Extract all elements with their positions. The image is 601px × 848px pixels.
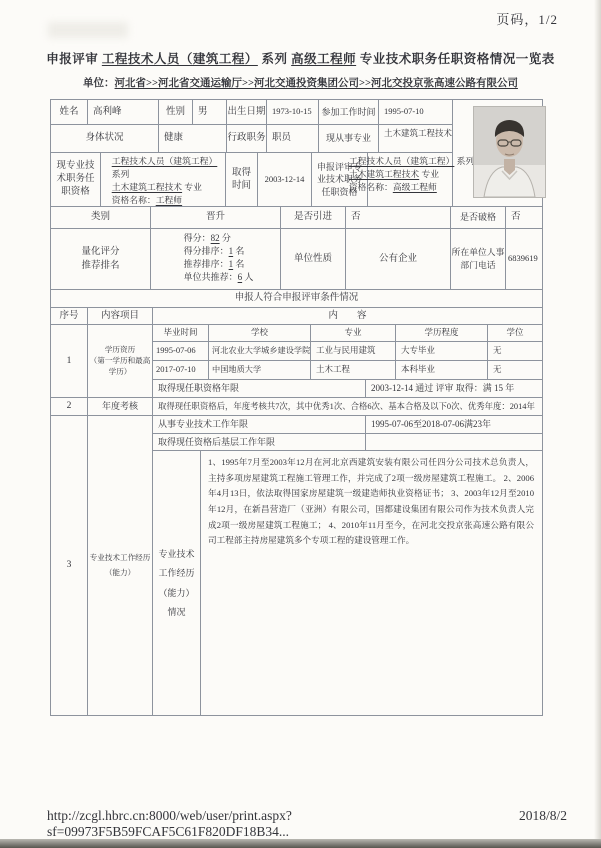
category-value: 晋升 bbox=[151, 207, 281, 229]
footer-url-text: http://zcgl.hbrc.cn:8000/web/user/print.aspx?sf=09973F5B59FCAF5C61F820DF18B34... bbox=[47, 808, 292, 839]
unit-label: 单位： bbox=[83, 78, 115, 89]
applicant-photo bbox=[474, 107, 545, 197]
scan-smudge bbox=[48, 22, 128, 38]
edu-row1-degree: 无 bbox=[488, 342, 543, 361]
edu-row1-school: 河北农业大学城乡建设学院 bbox=[209, 342, 311, 361]
unit-nature-label: 单位性质 bbox=[281, 229, 346, 290]
base-years-value bbox=[366, 434, 543, 451]
edu-header-degree: 学位 bbox=[488, 325, 543, 342]
sec2-no: 2 bbox=[51, 398, 88, 416]
admin-post-label: 行政职务 bbox=[227, 125, 267, 153]
edu-row1-major: 工业与民用建筑 bbox=[311, 342, 396, 361]
hr-phone-label: 所在单位人事 部门电话 bbox=[451, 229, 506, 290]
item-header: 内容项目 bbox=[88, 308, 153, 325]
form-title-suffix: 专业技术职务任职资格情况一览表 bbox=[356, 52, 555, 66]
footer bbox=[47, 808, 567, 840]
edu-row2-time: 2017-07-10 bbox=[153, 361, 209, 380]
category-label: 类别 bbox=[51, 207, 151, 229]
sec3-no: 3 bbox=[51, 416, 88, 716]
unit-path: 河北省>>河北省交通运输厅>>河北交通投资集团公司>>河北交投京张高速公路有限公司 bbox=[114, 78, 518, 89]
form-title-mid: 系列 bbox=[257, 52, 292, 66]
score-order: 得分排序：1 名 bbox=[183, 246, 245, 257]
current-qualification-cell bbox=[101, 153, 226, 207]
sec1-item: 学历资历 （第一学历和最高 学历） bbox=[88, 325, 153, 398]
edu-row2-major: 土木工程 bbox=[311, 361, 396, 380]
edu-row2-degree: 无 bbox=[488, 361, 543, 380]
edu-header-school: 学校 bbox=[209, 325, 311, 342]
score-rank-label: 量化评分 推荐排名 bbox=[51, 229, 151, 290]
qual-years-label: 取得现任职资格年限 bbox=[153, 380, 366, 398]
apply-name: 资格名称：高级工程师 bbox=[348, 181, 437, 192]
work-years-value: 1995-07-06至2018-07-06满23年 bbox=[366, 416, 543, 434]
join-date-value: 1995-07-10 bbox=[379, 100, 453, 125]
profession-label: 现从事专业 bbox=[319, 125, 379, 153]
edu-row2-level: 本科毕业 bbox=[396, 361, 488, 380]
form-title-rank: 高级工程师 bbox=[291, 52, 357, 66]
hr-phone-value: 6839619 bbox=[506, 229, 543, 290]
health-label: 身体状况 bbox=[51, 125, 159, 153]
sec2-item: 年度考核 bbox=[88, 398, 153, 416]
form-title bbox=[0, 49, 601, 67]
page-number: 页码，1/2 bbox=[496, 12, 558, 27]
gender-value: 男 bbox=[193, 100, 227, 125]
health-value: 健康 bbox=[159, 125, 227, 153]
apply-major: 土木建筑工程技术 专业 bbox=[348, 168, 439, 179]
scan-edge-bottom bbox=[0, 839, 601, 848]
apply-qualification-label: 申报评审专业技术职务任职资格 bbox=[312, 153, 368, 207]
score-rank-cell bbox=[151, 229, 281, 290]
apply-series: 工程技术人员（建筑工程） 系列 bbox=[348, 156, 475, 166]
apply-qualification-cell bbox=[348, 153, 475, 207]
current-series: 工程技术人员（建筑工程） bbox=[111, 156, 218, 166]
admin-post-value: 职员 bbox=[267, 125, 319, 153]
birth-label: 出生日期 bbox=[227, 100, 267, 125]
unit-nature-value: 公有企业 bbox=[346, 229, 451, 290]
scan-edge-right bbox=[594, 0, 601, 848]
current-name: 资格名称：工程师 bbox=[111, 194, 183, 205]
no-header: 序号 bbox=[51, 308, 88, 325]
gender-label: 性别 bbox=[159, 100, 193, 125]
edu-row2-school: 中国地质大学 bbox=[209, 361, 311, 380]
name-label: 姓名 bbox=[51, 100, 88, 125]
form-table bbox=[50, 99, 543, 716]
current-series-suffix: 系列 bbox=[111, 168, 130, 179]
sec3-item: 专业技术工作经历 （能力） bbox=[88, 416, 153, 716]
current-major: 土木建筑工程技术 专业 bbox=[111, 181, 202, 192]
edu-header-time: 毕业时间 bbox=[153, 325, 209, 342]
score-value: 得分：82 分 bbox=[183, 233, 231, 243]
conditions-banner: 申报人符合申报评审条件情况 bbox=[51, 290, 543, 308]
form-title-series: 工程技术人员（建筑工程） bbox=[101, 52, 258, 66]
applicant-photo-graphic bbox=[474, 107, 545, 197]
edu-header-major: 专业 bbox=[311, 325, 396, 342]
birth-value: 1973-10-15 bbox=[267, 100, 319, 125]
import-label: 是否引进 bbox=[281, 207, 346, 229]
name-value: 高利峰 bbox=[88, 100, 159, 125]
experience-text: 1、1995年7月至2003年12月在河北京西建筑安装有限公司任四分公司技术总负责人，主持多项房屋建筑工程施工管理工作，并完成了2项一级房屋建筑工程施工。 2、2006年4月13日，依法取得国家房屋建筑一级建造师执业资格证书； 3、2003年12月至2010年12月，在新昌营造厂（亚洲）有限公司，国都建设集团有限公司作为技术负责人完成2项一级房屋建筑工程施工； 4、2010年11月至今，在河北交投京张高速公路有限公司工程部主持房屋建筑多个专项工程的建设管理工作。 bbox=[201, 451, 543, 716]
exception-value: 否 bbox=[506, 207, 543, 229]
content-header: 内 容 bbox=[153, 308, 543, 325]
edu-row1-time: 1995-07-06 bbox=[153, 342, 209, 361]
sec2-content: 取得现任职资格后，年度考核共7次，其中优秀1次、合格6次、基本合格及以下0次、优秀年度：2014年 bbox=[153, 398, 543, 416]
footer-date: 2018/8/2 bbox=[518, 808, 567, 823]
exception-label: 是否破格 bbox=[451, 207, 506, 229]
qual-years-value: 2003-12-14 通过 评审 取得：满 15 年 bbox=[366, 380, 543, 398]
base-years-label: 取得现任资格后基层工作年限 bbox=[153, 434, 366, 451]
profession-value: 土木建筑工程技术 bbox=[379, 125, 453, 153]
import-value: 否 bbox=[346, 207, 451, 229]
join-date-label: 参加工作时间 bbox=[319, 100, 379, 125]
obtained-time-label: 取得时间 bbox=[226, 153, 258, 207]
unit-line bbox=[0, 75, 601, 90]
obtained-time-value: 2003-12-14 bbox=[258, 153, 312, 207]
experience-sublabel: 专业技术 工作经历 （能力） 情况 bbox=[153, 451, 201, 716]
sec1-no: 1 bbox=[51, 325, 88, 398]
current-qualification-label: 现专业技术职务任职资格 bbox=[51, 153, 101, 207]
recommend-order: 推荐排序：1 名 bbox=[183, 259, 245, 270]
work-years-label: 从事专业技术工作年限 bbox=[153, 416, 366, 434]
unit-total-recommend: 单位共推荐：6 人 bbox=[183, 272, 254, 283]
form-title-prefix: 申报评审 bbox=[46, 52, 102, 66]
edu-row1-level: 大专毕业 bbox=[396, 342, 488, 361]
edu-header-degree-level: 学历程度 bbox=[396, 325, 488, 342]
